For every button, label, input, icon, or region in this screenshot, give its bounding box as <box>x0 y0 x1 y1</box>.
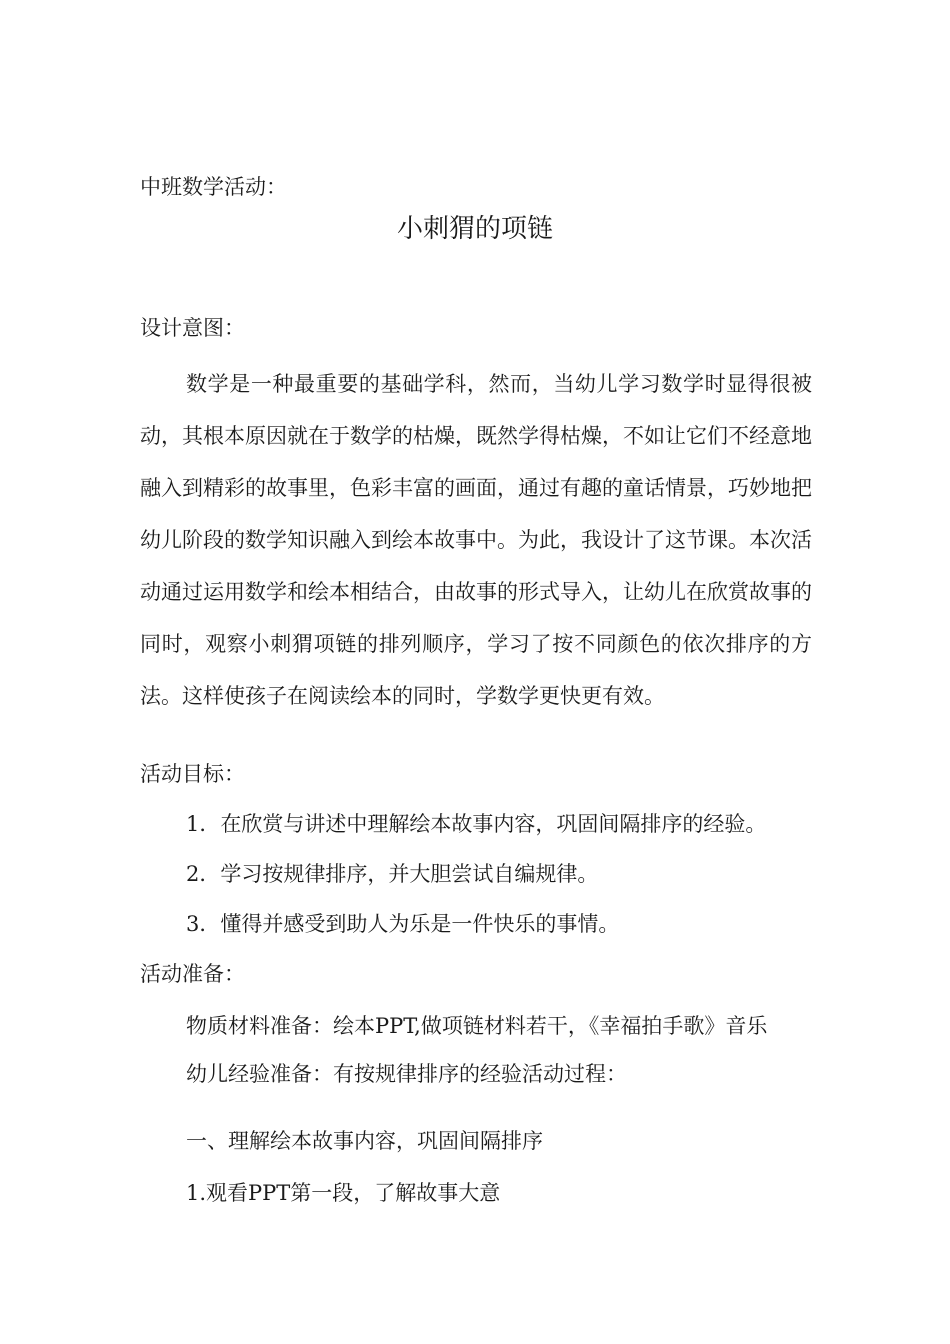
preparation-heading: 活动准备： <box>140 962 245 986</box>
material-preparation: 物质材料准备：绘本PPT,做项链材料若干，《幸福拍手歌》音乐 <box>186 1014 768 1038</box>
goal-item: 1．在欣赏与讲述中理解绘本故事内容，巩固间隔排序的经验。 <box>186 812 767 836</box>
goal-item: 3．懂得并感受到助人为乐是一件快乐的事情。 <box>186 912 620 936</box>
activity-category: 中班数学活动： <box>140 175 287 199</box>
document-title: 小刺猬的项链 <box>396 214 553 244</box>
process-section-heading: 一、理解绘本故事内容，巩固间隔排序 <box>186 1129 543 1153</box>
goals-heading: 活动目标： <box>140 762 245 786</box>
design-intent-heading: 设计意图： <box>140 316 245 340</box>
process-step: 1.观看PPT第一段，了解故事大意 <box>186 1181 501 1205</box>
goal-item: 2．学习按规律排序，并大胆尝试自编规律。 <box>186 862 599 886</box>
experience-preparation: 幼儿经验准备：有按规律排序的经验活动过程： <box>186 1062 627 1086</box>
design-intent-paragraph: 数学是一种最重要的基础学科，然而，当幼儿学习数学时显得很被动，其根本原因就在于数学的枯燥，既然学得枯燥，不如让它们不经意地融入到精彩的故事里，色彩丰富的画面，通过有趣的童话情景，巧妙地把幼儿阶段的数学知识融入到绘本故事中。为此，我设计了这节课。本次活动通过运用数学和绘本相结合，由故事的形式导入，让幼儿在欣赏故事的同时，观察小刺猬项链的排列顺序，学习了按不同颜色的依次排序的方法。这样使孩子在阅读绘本的同时，学数学更快更有效。 <box>140 372 812 708</box>
